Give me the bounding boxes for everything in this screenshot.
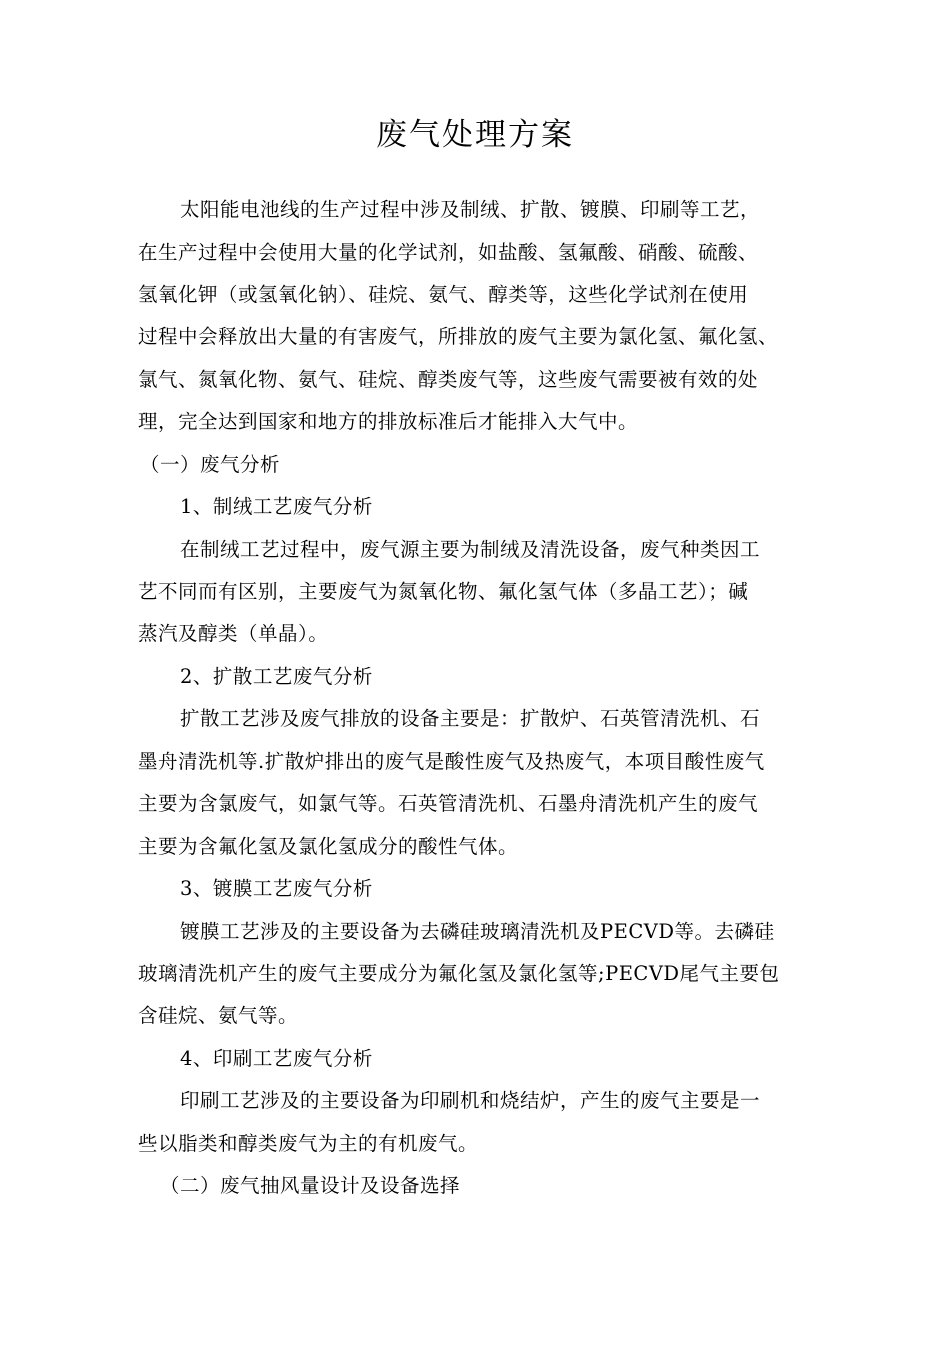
paragraph-line: 含硅烷、氨气等。 — [138, 1004, 299, 1027]
paragraph-line: 镀膜工艺涉及的主要设备为去磷硅玻璃清洗机及PECVD等。去磷硅 — [180, 920, 775, 943]
section-heading: （二）废气抽风量设计及设备选择 — [160, 1174, 461, 1197]
paragraph-line: 蒸汽及醇类（单晶）。 — [138, 622, 329, 645]
paragraph-line: 扩散工艺涉及废气排放的设备主要是：扩散炉、石英管清洗机、石 — [180, 707, 761, 730]
subsection-heading: 4、印刷工艺废气分析 — [180, 1047, 373, 1070]
paragraph-line: 氯气、氮氧化物、氨气、硅烷、醇类废气等，这些废气需要被有效的处 — [138, 368, 759, 391]
document-title: 废气处理方案 — [376, 117, 574, 153]
subsection-heading: 3、镀膜工艺废气分析 — [180, 877, 373, 900]
paragraph-line: 艺不同而有区别，主要废气为氮氧化物、氟化氢气体（多晶工艺）；碱 — [138, 580, 749, 603]
paragraph-line: 在生产过程中会使用大量的化学试剂，如盐酸、氢氟酸、硝酸、硫酸、 — [138, 241, 759, 264]
paragraph-line: 主要为含氯废气，如氯气等。石英管清洗机、石墨舟清洗机产生的废气 — [138, 792, 759, 815]
paragraph-line: 些以脂类和醇类废气为主的有机废气。 — [138, 1132, 479, 1155]
paragraph-line: 理，完全达到国家和地方的排放标准后才能排入大气中。 — [138, 410, 639, 433]
section-heading: （一）废气分析 — [140, 453, 281, 476]
subsection-heading: 2、扩散工艺废气分析 — [180, 665, 373, 688]
paragraph-line: 主要为含氟化氢及氯化氢成分的酸性气体。 — [138, 835, 519, 858]
subsection-heading: 1、制绒工艺废气分析 — [180, 495, 373, 518]
paragraph-line: 墨舟清洗机等.扩散炉排出的废气是酸性废气及热废气，本项目酸性废气 — [138, 750, 765, 773]
paragraph-line: 太阳能电池线的生产过程中涉及制绒、扩散、镀膜、印刷等工艺， — [180, 198, 761, 221]
paragraph-line: 印刷工艺涉及的主要设备为印刷机和烧结炉，产生的废气主要是一 — [180, 1089, 761, 1112]
paragraph-line: 在制绒工艺过程中，废气源主要为制绒及清洗设备，废气种类因工 — [180, 538, 761, 561]
paragraph-line: 玻璃清洗机产生的废气主要成分为氟化氢及氯化氢等;PECVD尾气主要包 — [138, 962, 780, 985]
paragraph-line: 过程中会释放出大量的有害废气，所排放的废气主要为氯化氢、氟化氢、 — [138, 325, 779, 348]
paragraph-line: 氢氧化钾（或氢氧化钠）、硅烷、氨气、醇类等，这些化学试剂在使用 — [138, 283, 749, 306]
